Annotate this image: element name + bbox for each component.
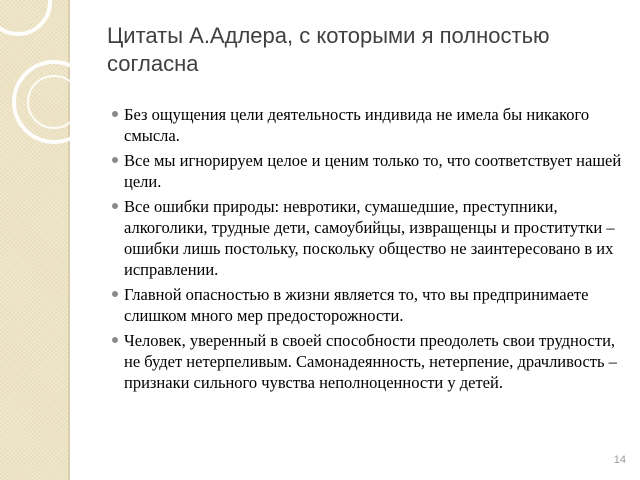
bullet-icon <box>112 203 118 209</box>
quote-list <box>112 104 622 397</box>
quote-item <box>112 284 622 326</box>
quote-item <box>112 196 622 280</box>
quote-item <box>112 150 622 192</box>
bullet-icon <box>112 111 118 117</box>
quote-text: Главной опасностью в жизни является то, что вы предпринимаете слишком много мер предосторожности. <box>124 285 589 325</box>
bullet-icon <box>112 291 118 297</box>
decorative-side-band <box>0 0 68 480</box>
quote-text: Все ошибки природы: невротики, сумашедшие, преступники, алкоголики, трудные дети, самоубийцы, извращенцы и проститутки – ошибки лишь постольку, поскольку общество не заинтересовано в их исправлении. <box>124 197 615 279</box>
quote-text: Все мы игнорируем целое и ценим только то, что соответствует нашей цели. <box>124 151 622 191</box>
quote-item <box>112 104 622 146</box>
band-divider <box>68 0 70 480</box>
bullet-icon <box>112 337 118 343</box>
bullet-icon <box>112 157 118 163</box>
quote-item <box>112 330 622 393</box>
page-number: 14 <box>613 454 626 466</box>
quote-text: Без ощущения цели деятельность индивида не имела бы никакого смысла. <box>124 105 590 145</box>
quote-text: Человек, уверенный в своей способности преодолеть свои трудности, не будет нетерпеливым. Самонадеянность, нетерпение, драчливость – признаки сильного чувства неполноценности у детей. <box>124 331 617 392</box>
slide-title: Цитаты А.Адлера, с которыми я полностью согласна <box>107 23 550 76</box>
